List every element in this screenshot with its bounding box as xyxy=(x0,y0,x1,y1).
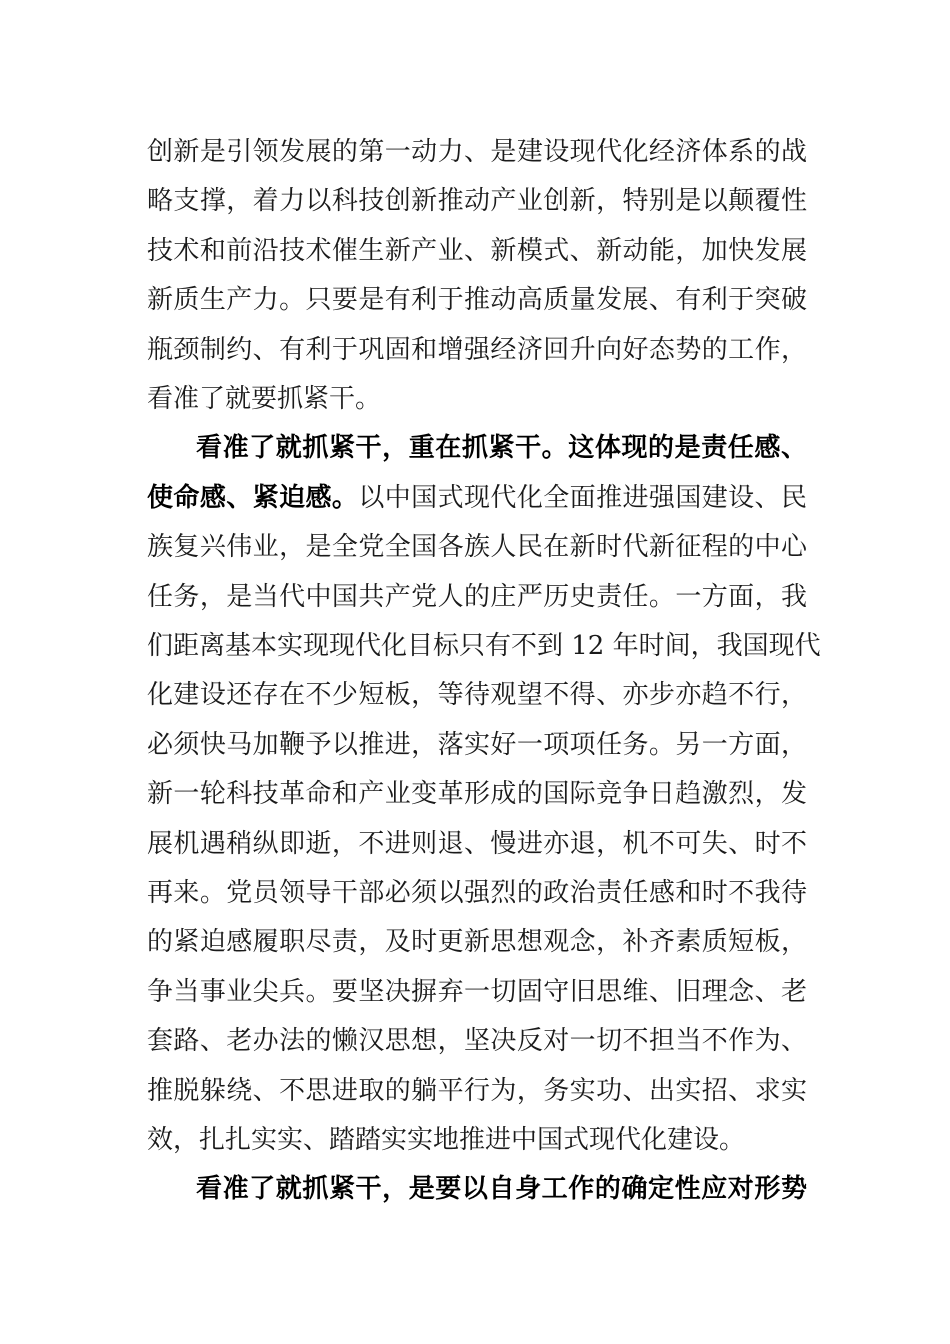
text-line xyxy=(196,1169,807,1209)
body-text: 套路、老办法的懒汉思想，坚决反对一切不担当不作为、 xyxy=(147,1026,807,1056)
body-text: 争当事业尖兵。要坚决摒弃一切固守旧思维、旧理念、老 xyxy=(147,977,807,1007)
text-line xyxy=(147,527,807,567)
text-line xyxy=(147,725,807,765)
body-text: 看准了就要抓紧干。 xyxy=(147,384,382,414)
bold-text: 看准了就抓紧干，是要以自身工作的确定性应对形势 xyxy=(196,1174,807,1204)
text-line xyxy=(147,1071,807,1111)
text-line xyxy=(147,379,807,419)
body-text: 任务，是当代中国共产党人的庄严历史责任。一方面，我 xyxy=(147,582,807,612)
text-line xyxy=(147,774,807,814)
body-text: 新一轮科技革命和产业变革形成的国际竞争日趋激烈，发 xyxy=(147,779,807,809)
body-text: 们距离基本实现现代化目标只有不到 12 年时间，我国现代 xyxy=(147,631,821,661)
text-line xyxy=(147,132,807,172)
text-line xyxy=(147,231,807,271)
body-text: 化建设还存在不少短板，等待观望不得、亦步亦趋不行， xyxy=(147,680,807,710)
text-line xyxy=(147,873,807,913)
body-text: 展机遇稍纵即逝，不进则退、慢进亦退，机不可失、时不 xyxy=(147,829,807,859)
body-text: 新质生产力。只要是有利于推动高质量发展、有利于突破 xyxy=(147,285,807,315)
text-line xyxy=(147,577,807,617)
bold-text: 看准了就抓紧干，重在抓紧干。这体现的是责任感、 xyxy=(196,433,807,463)
text-line xyxy=(147,1021,807,1061)
text-line xyxy=(147,330,807,370)
text-line xyxy=(147,1120,807,1160)
body-text: 技术和前沿技术催生新产业、新模式、新动能，加快发展 xyxy=(147,236,807,266)
body-text: 瓶颈制约、有利于巩固和增强经济回升向好态势的工作， xyxy=(147,335,807,365)
text-line xyxy=(147,824,807,864)
body-text: 创新是引领发展的第一动力、是建设现代化经济体系的战 xyxy=(147,137,807,167)
body-text: 必须快马加鞭予以推进，落实好一项项任务。另一方面， xyxy=(147,730,807,760)
text-line xyxy=(147,626,821,666)
bold-text: 使命感、紧迫感。 xyxy=(147,483,359,513)
text-line xyxy=(147,675,807,715)
body-text: 以中国式现代化全面推进强国建设、民 xyxy=(358,483,807,513)
body-text: 再来。党员领导干部必须以强烈的政治责任感和时不我待 xyxy=(147,878,807,908)
body-text: 族复兴伟业，是全党全国各族人民在新时代新征程的中心 xyxy=(147,532,807,562)
text-line xyxy=(147,972,807,1012)
body-text: 的紧迫感履职尽责，及时更新思想观念，补齐素质短板， xyxy=(147,927,807,957)
text-line xyxy=(147,922,807,962)
text-line xyxy=(196,428,807,468)
body-text: 推脱躲绕、不思进取的躺平行为，务实功、出实招、求实 xyxy=(147,1076,807,1106)
body-text: 效，扎扎实实、踏踏实实地推进中国式现代化建设。 xyxy=(147,1125,746,1155)
text-line xyxy=(147,280,807,320)
text-line xyxy=(147,478,807,518)
body-text: 略支撑，着力以科技创新推动产业创新，特别是以颠覆性 xyxy=(147,186,807,216)
text-line xyxy=(147,181,807,221)
